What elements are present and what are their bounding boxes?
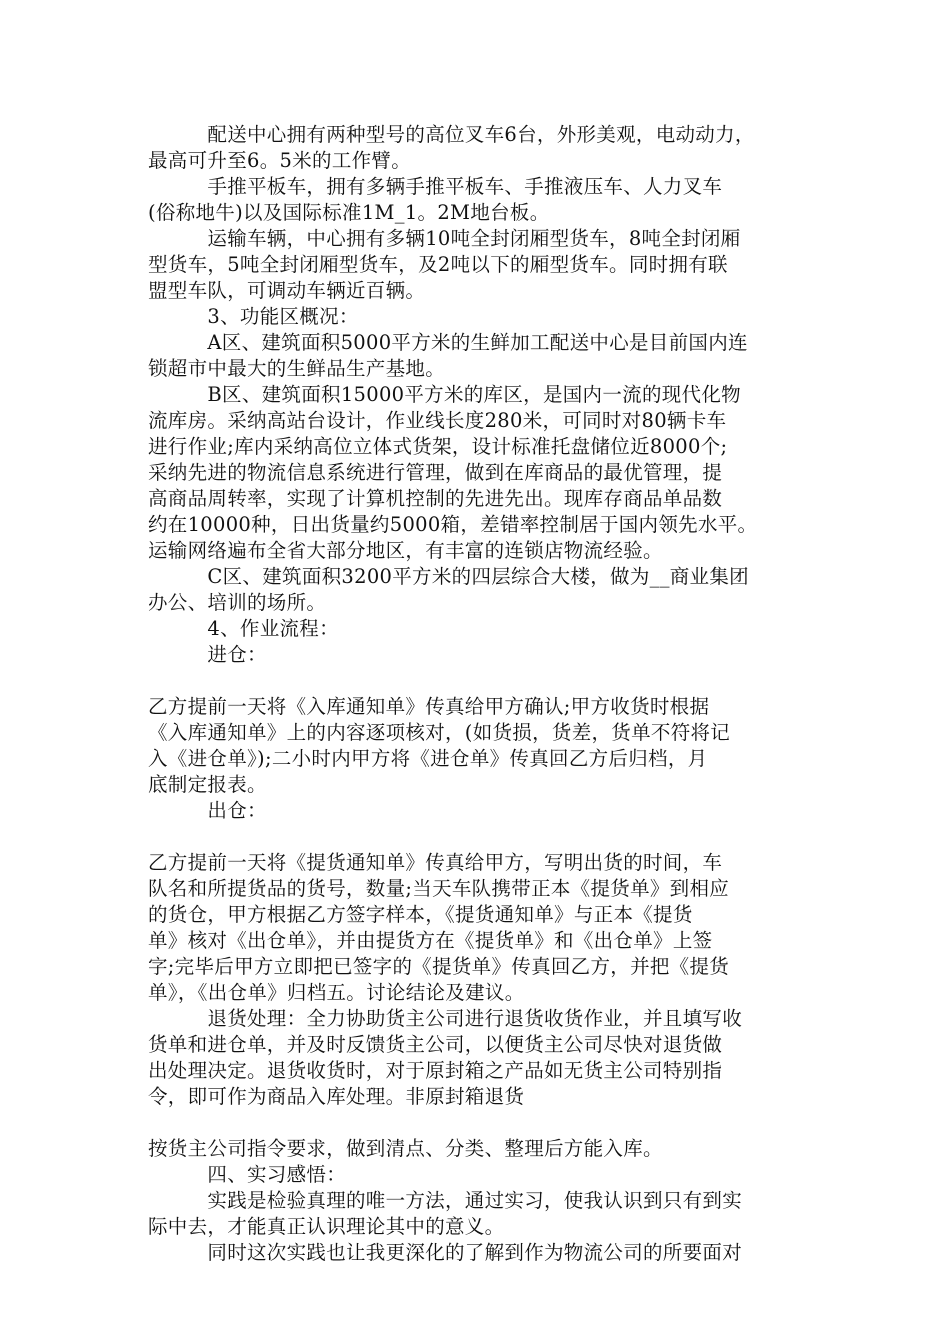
document-body: [148, 122, 828, 1266]
text-line: 字;完毕后甲方立即把已签字的《提货单》传真回乙方，并把《提货: [148, 955, 730, 978]
text-line: 的货仓，甲方根据乙方签字样本，《提货通知单》与正本《提货: [148, 903, 693, 926]
text-line: 流库房。采纳高站台设计，作业线长度280米，可同时对80辆卡车: [148, 409, 727, 432]
subsection-heading: 进仓：: [148, 643, 267, 666]
text-line: 退货处理：全力协助货主公司进行退货收货作业，并且填写收: [148, 1007, 743, 1030]
text-line: 办公、培训的场所。: [148, 591, 327, 614]
text-line: 同时这次实践也让我更深化的了解到作为物流公司的所要面对: [148, 1241, 743, 1264]
text-line: 配送中心拥有两种型号的高位叉车6台，外形美观，电动动力，: [148, 123, 755, 146]
text-line: 采纳先进的物流信息系统进行管理，做到在库商品的最优管理，提: [148, 461, 723, 484]
text-line: 盟型车队，可调动车辆近百辆。: [148, 279, 426, 302]
blank-line: [148, 1110, 828, 1136]
text-line: 令，即可作为商品入库处理。非原封箱退货: [148, 1085, 525, 1108]
text-line: 乙方提前一天将《提货通知单》传真给甲方，写明出货的时间，车: [148, 851, 723, 874]
subsection-heading: 出仓：: [148, 799, 267, 822]
blank-line: [148, 824, 828, 850]
text-line: 《入库通知单》上的内容逐项核对，(如货损，货差，货单不符将记: [148, 721, 731, 744]
text-line: 单》核对《出仓单》，并由提货方在《提货单》和《出仓单》上签: [148, 929, 713, 952]
text-line: 单》，《出仓单》归档五。讨论结论及建议。: [148, 981, 525, 1004]
text-line: 高商品周转率，实现了计算机控制的先进先出。现库存商品单品数: [148, 487, 723, 510]
text-line: 乙方提前一天将《入库通知单》传真给甲方确认;甲方收货时根据: [148, 695, 710, 718]
text-line: B区、建筑面积15000平方米的库区，是国内一流的现代化物: [148, 383, 741, 406]
text-line: 实践是检验真理的唯一方法，通过实习，使我认识到只有到实: [148, 1189, 743, 1212]
text-line: C区、建筑面积3200平方米的四层综合大楼，做为__商业集团: [148, 565, 749, 588]
text-line: 入《进仓单》);二小时内甲方将《进仓单》传真回乙方后归档，月: [148, 747, 708, 770]
section-heading: 四、实习感悟：: [148, 1163, 347, 1186]
text-line: 际中去，才能真正认识理论其中的意义。: [148, 1215, 505, 1238]
text-line: 约在10000种，日出货量约5000箱，差错率控制居于国内领先水平。: [148, 513, 758, 536]
text-line: 运输车辆，中心拥有多辆10吨全封闭厢型货车，8吨全封闭厢: [148, 227, 741, 250]
text-line: (俗称地牛)以及国际标准1M_1。2M地台板。: [148, 201, 550, 224]
section-heading: 4、作业流程：: [148, 617, 339, 640]
text-line: 队名和所提货品的货号，数量;当天车队携带正本《提货单》到相应: [148, 877, 730, 900]
blank-line: [148, 668, 828, 694]
text-line: 底制定报表。: [148, 773, 267, 796]
text-line: A区、建筑面积5000平方米的生鲜加工配送中心是目前国内连: [148, 331, 748, 354]
text-line: 按货主公司指令要求，做到清点、分类、整理后方能入库。: [148, 1137, 663, 1160]
text-line: 手推平板车，拥有多辆手推平板车、手推液压车、人力叉车: [148, 175, 723, 198]
text-line: 货单和进仓单，并及时反馈货主公司，以便货主公司尽快对退货做: [148, 1033, 723, 1056]
section-heading: 3、功能区概况：: [148, 305, 359, 328]
text-line: 锁超市中最大的生鲜品生产基地。: [148, 357, 446, 380]
text-line: 运输网络遍布全省大部分地区，有丰富的连锁店物流经验。: [148, 539, 663, 562]
text-line: 进行作业;库内采纳高位立体式货架，设计标准托盘储位近8000个;: [148, 435, 728, 458]
text-line: 最高可升至6。5米的工作臂。: [148, 149, 412, 172]
text-line: 出处理决定。退货收货时，对于原封箱之产品如无货主公司特别指: [148, 1059, 723, 1082]
text-line: 型货车，5吨全封闭厢型货车，及2吨以下的厢型货车。同时拥有联: [148, 253, 728, 276]
